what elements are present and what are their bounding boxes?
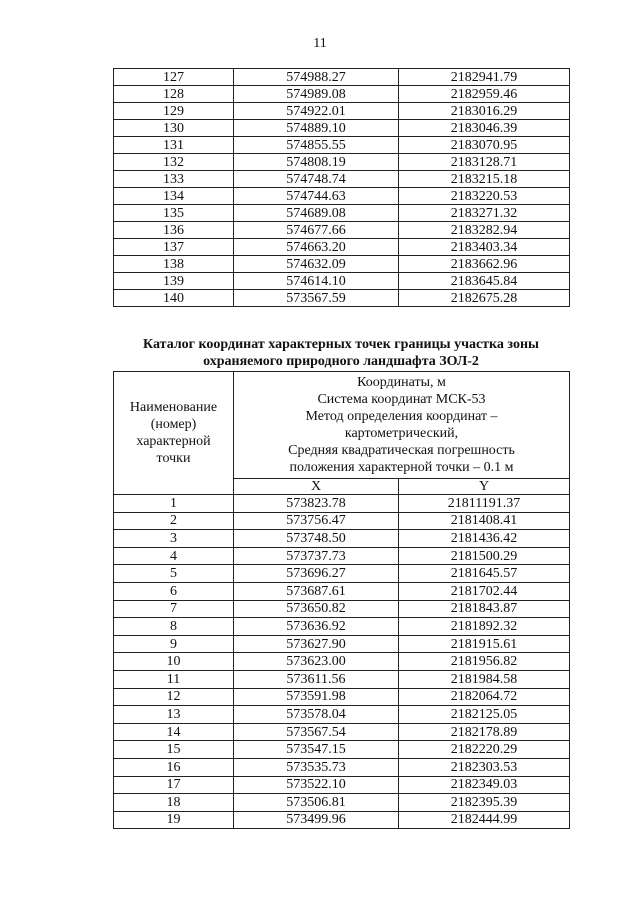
y-coordinate-cell: 2183645.84: [399, 273, 570, 290]
catalog-table-body: [114, 495, 570, 829]
point-number-cell: 5: [114, 565, 234, 583]
point-number-cell: 2: [114, 512, 234, 530]
table-row: [114, 776, 570, 794]
x-coordinate-cell: 573696.27: [234, 565, 399, 583]
y-coordinate-cell: 2181984.58: [399, 670, 570, 688]
point-number-cell: 134: [114, 188, 234, 205]
x-coordinate-cell: 573567.59: [234, 290, 399, 307]
x-coordinate-cell: 574988.27: [234, 69, 399, 86]
y-coordinate-cell: 2183215.18: [399, 171, 570, 188]
point-number-cell: 6: [114, 582, 234, 600]
y-coordinate-cell: 2181843.87: [399, 600, 570, 618]
point-number-cell: 12: [114, 688, 234, 706]
x-coordinate-cell: 573611.56: [234, 670, 399, 688]
y-coordinate-cell: 2182178.89: [399, 723, 570, 741]
x-coordinate-cell: 573578.04: [234, 706, 399, 724]
y-coordinate-cell: 2181702.44: [399, 582, 570, 600]
y-coordinate-cell: 2182395.39: [399, 794, 570, 812]
table-row: [114, 565, 570, 583]
y-coordinate-cell: 2182220.29: [399, 741, 570, 759]
x-coordinate-cell: 574663.20: [234, 239, 399, 256]
point-number-cell: 127: [114, 69, 234, 86]
point-number-cell: 7: [114, 600, 234, 618]
page-number: 11: [313, 36, 327, 51]
table-row: [114, 222, 570, 239]
y-coordinate-cell: 2183128.71: [399, 154, 570, 171]
x-coordinate-cell: 573627.90: [234, 635, 399, 653]
point-number-cell: 137: [114, 239, 234, 256]
x-coordinate-cell: 573687.61: [234, 582, 399, 600]
table-row: [114, 188, 570, 205]
x-coordinate-cell: 573636.92: [234, 618, 399, 636]
point-number-cell: 140: [114, 290, 234, 307]
x-coordinate-cell: 574922.01: [234, 103, 399, 120]
point-number-cell: 4: [114, 547, 234, 565]
x-coordinate-cell: 574808.19: [234, 154, 399, 171]
y-coordinate-cell: 2183070.95: [399, 137, 570, 154]
y-coordinate-cell: 2183016.29: [399, 103, 570, 120]
point-number-cell: 133: [114, 171, 234, 188]
table-row: [114, 688, 570, 706]
header-point-name: Наименование (номер) характерной точки: [114, 372, 234, 495]
x-coordinate-cell: 574889.10: [234, 120, 399, 137]
point-number-cell: 1: [114, 495, 234, 513]
x-coordinate-cell: 573567.54: [234, 723, 399, 741]
point-number-cell: 9: [114, 635, 234, 653]
x-coordinate-cell: 573506.81: [234, 794, 399, 812]
point-number-cell: 131: [114, 137, 234, 154]
x-coordinate-cell: 574855.55: [234, 137, 399, 154]
point-number-cell: 128: [114, 86, 234, 103]
point-number-cell: 19: [114, 811, 234, 829]
y-coordinate-cell: 2181915.61: [399, 635, 570, 653]
table-row: [114, 290, 570, 307]
table-row: [114, 512, 570, 530]
y-coordinate-cell: 2181408.41: [399, 512, 570, 530]
table-row: [114, 758, 570, 776]
x-coordinate-cell: 573547.15: [234, 741, 399, 759]
y-coordinate-cell: 21811191.37: [399, 495, 570, 513]
y-coordinate-cell: 2182941.79: [399, 69, 570, 86]
y-coordinate-cell: 2183220.53: [399, 188, 570, 205]
y-coordinate-cell: 2182064.72: [399, 688, 570, 706]
table-row: [114, 723, 570, 741]
header-y: Y: [399, 479, 570, 495]
point-number-cell: 136: [114, 222, 234, 239]
point-number-cell: 138: [114, 256, 234, 273]
y-coordinate-cell: 2182349.03: [399, 776, 570, 794]
x-coordinate-cell: 573499.96: [234, 811, 399, 829]
point-number-cell: 14: [114, 723, 234, 741]
y-coordinate-cell: 2183046.39: [399, 120, 570, 137]
y-coordinate-cell: 2181500.29: [399, 547, 570, 565]
point-number-cell: 17: [114, 776, 234, 794]
y-coordinate-cell: 2181436.42: [399, 530, 570, 548]
table-row: [114, 618, 570, 636]
table-row: [114, 670, 570, 688]
table-row: [114, 69, 570, 86]
x-coordinate-cell: 574989.08: [234, 86, 399, 103]
x-coordinate-cell: 573823.78: [234, 495, 399, 513]
point-number-cell: 139: [114, 273, 234, 290]
y-coordinate-cell: 2181645.57: [399, 565, 570, 583]
x-coordinate-cell: 574614.10: [234, 273, 399, 290]
catalog-table-header: [114, 372, 570, 495]
y-coordinate-cell: 2181892.32: [399, 618, 570, 636]
table-row: [114, 600, 570, 618]
point-number-cell: 18: [114, 794, 234, 812]
x-coordinate-cell: 573591.98: [234, 688, 399, 706]
x-coordinate-cell: 573748.50: [234, 530, 399, 548]
x-coordinate-cell: 574689.08: [234, 205, 399, 222]
y-coordinate-cell: 2182675.28: [399, 290, 570, 307]
table-row: [114, 171, 570, 188]
table-row: [114, 794, 570, 812]
x-coordinate-cell: 574632.09: [234, 256, 399, 273]
table-row: [114, 273, 570, 290]
x-coordinate-cell: 574748.74: [234, 171, 399, 188]
x-coordinate-cell: 573650.82: [234, 600, 399, 618]
point-number-cell: 10: [114, 653, 234, 671]
x-coordinate-cell: 574677.66: [234, 222, 399, 239]
catalog-heading-line-1: Каталог координат характерных точек границы участка зоны: [143, 337, 539, 352]
table-row: [114, 547, 570, 565]
point-number-cell: 132: [114, 154, 234, 171]
catalog-heading: [113, 336, 569, 370]
y-coordinate-cell: 2183403.34: [399, 239, 570, 256]
y-coordinate-cell: 2182959.46: [399, 86, 570, 103]
y-coordinate-cell: 2182303.53: [399, 758, 570, 776]
table-row: [114, 495, 570, 513]
point-number-cell: 3: [114, 530, 234, 548]
y-coordinate-cell: 2182125.05: [399, 706, 570, 724]
table-row: [114, 582, 570, 600]
point-number-cell: 135: [114, 205, 234, 222]
point-number-cell: 11: [114, 670, 234, 688]
header-x: X: [234, 479, 399, 495]
x-coordinate-cell: 573623.00: [234, 653, 399, 671]
catalog-heading-line-2: охраняемого природного ландшафта ЗОЛ-2: [203, 354, 479, 369]
table-row: [114, 256, 570, 273]
y-coordinate-cell: 2181956.82: [399, 653, 570, 671]
x-coordinate-cell: 573756.47: [234, 512, 399, 530]
coordinates-catalog-table: [113, 371, 570, 829]
top-table-body: [114, 69, 570, 307]
y-coordinate-cell: 2182444.99: [399, 811, 570, 829]
table-row: [114, 239, 570, 256]
table-row: [114, 137, 570, 154]
point-number-cell: 129: [114, 103, 234, 120]
x-coordinate-cell: 574744.63: [234, 188, 399, 205]
point-number-cell: 15: [114, 741, 234, 759]
table-row: [114, 530, 570, 548]
table-row: [114, 120, 570, 137]
point-number-cell: 16: [114, 758, 234, 776]
coordinates-table-continued: [113, 68, 570, 307]
point-number-cell: 130: [114, 120, 234, 137]
x-coordinate-cell: 573535.73: [234, 758, 399, 776]
table-row: [114, 205, 570, 222]
table-row: [114, 154, 570, 171]
x-coordinate-cell: 573522.10: [234, 776, 399, 794]
point-number-cell: 13: [114, 706, 234, 724]
table-row: [114, 86, 570, 103]
table-row: [114, 741, 570, 759]
table-row: [114, 811, 570, 829]
table-row: [114, 635, 570, 653]
y-coordinate-cell: 2183662.96: [399, 256, 570, 273]
y-coordinate-cell: 2183271.32: [399, 205, 570, 222]
header-coordinates: Координаты, м Система координат МСК-53 Метод определения координат – картометрический, Средняя квадратическая погрешность положения характерной точки – 0.1 м: [234, 372, 570, 479]
y-coordinate-cell: 2183282.94: [399, 222, 570, 239]
table-row: [114, 706, 570, 724]
point-number-cell: 8: [114, 618, 234, 636]
table-row: [114, 103, 570, 120]
table-row: [114, 653, 570, 671]
x-coordinate-cell: 573737.73: [234, 547, 399, 565]
